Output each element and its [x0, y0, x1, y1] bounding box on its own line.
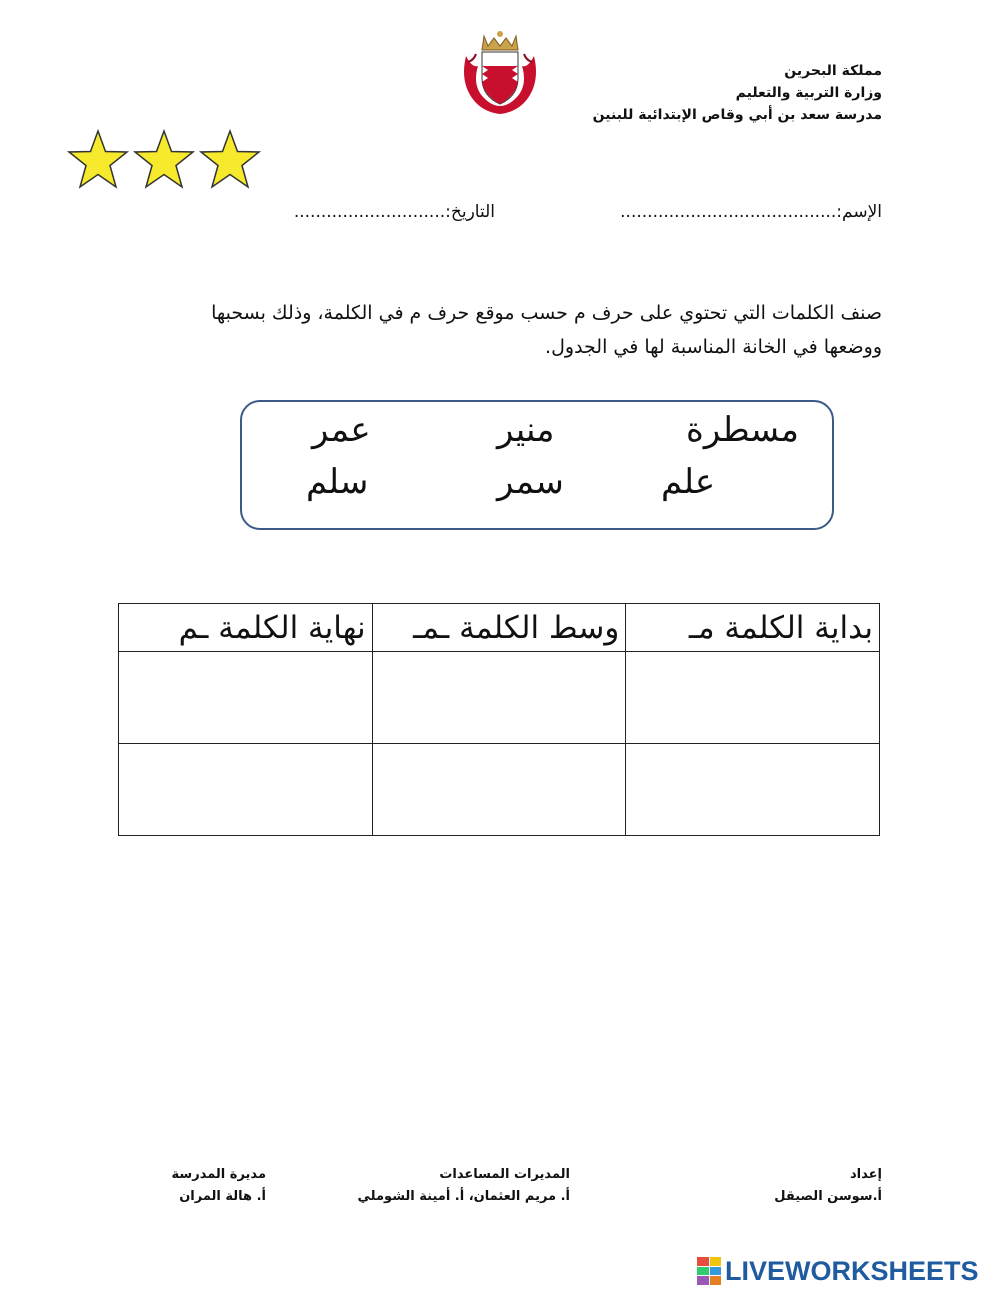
classification-table [118, 603, 880, 836]
brand-text: LIVEWORKSHEETS [725, 1255, 979, 1286]
instructions-line-1: صنف الكلمات التي تحتوي على حرف م حسب موقع حرف م في الكلمة، وذلك بسحبها [211, 302, 882, 324]
header-end: نهاية الكلمة ـم [119, 604, 373, 652]
draggable-word[interactable]: مسطرة [686, 410, 800, 450]
footer-assistants [358, 1164, 570, 1208]
principal-name: أ. هالة المران [179, 1189, 266, 1204]
school-header [593, 60, 882, 126]
drop-cell-end[interactable] [119, 652, 373, 744]
name-field[interactable]: الإسم:........................................ [620, 202, 882, 222]
draggable-word[interactable]: علم [661, 462, 716, 502]
draggable-word[interactable]: سمر [497, 462, 564, 502]
liveworksheets-logo-icon [697, 1257, 721, 1285]
draggable-word[interactable]: منير [497, 410, 555, 450]
principal-label: مديرة المدرسة [171, 1167, 266, 1182]
header-school: مدرسة سعد بن أبي وقاص الإبتدائية للبنين [592, 107, 882, 123]
prepared-name: أ.سوسن الصيقل [774, 1189, 882, 1204]
header-ministry: وزارة التربية والتعليم [735, 85, 882, 101]
prepared-label: إعداد [850, 1167, 882, 1182]
instructions [152, 296, 882, 364]
date-field[interactable]: التاريخ:............................ [293, 202, 495, 222]
footer-prepared [774, 1164, 882, 1208]
draggable-word[interactable]: سلم [306, 462, 369, 502]
header-kingdom: مملكة البحرين [784, 63, 882, 79]
footer-principal [172, 1164, 266, 1208]
draggable-word[interactable]: عمر [312, 410, 371, 450]
assistants-label: المديرات المساعدات [439, 1167, 570, 1182]
star-rating [66, 128, 266, 192]
drop-cell-start[interactable] [626, 744, 880, 836]
instructions-line-2: ووضعها في الخانة المناسبة لها في الجدول. [545, 336, 882, 358]
star-icon [132, 128, 196, 192]
bahrain-emblem-icon [458, 26, 542, 116]
drop-cell-middle[interactable] [372, 744, 626, 836]
star-icon [66, 128, 130, 192]
drop-cell-end[interactable] [119, 744, 373, 836]
star-icon [198, 128, 262, 192]
liveworksheets-brand [697, 1255, 979, 1287]
drop-cell-middle[interactable] [372, 652, 626, 744]
assistants-names: أ. مريم العثمان، أ. أمينة الشوملي [357, 1189, 570, 1204]
table-header-row [119, 604, 880, 652]
drop-cell-start[interactable] [626, 652, 880, 744]
table-row [119, 652, 880, 744]
table-row [119, 744, 880, 836]
header-start: بداية الكلمة مـ [626, 604, 880, 652]
header-middle: وسط الكلمة ـمـ [372, 604, 626, 652]
